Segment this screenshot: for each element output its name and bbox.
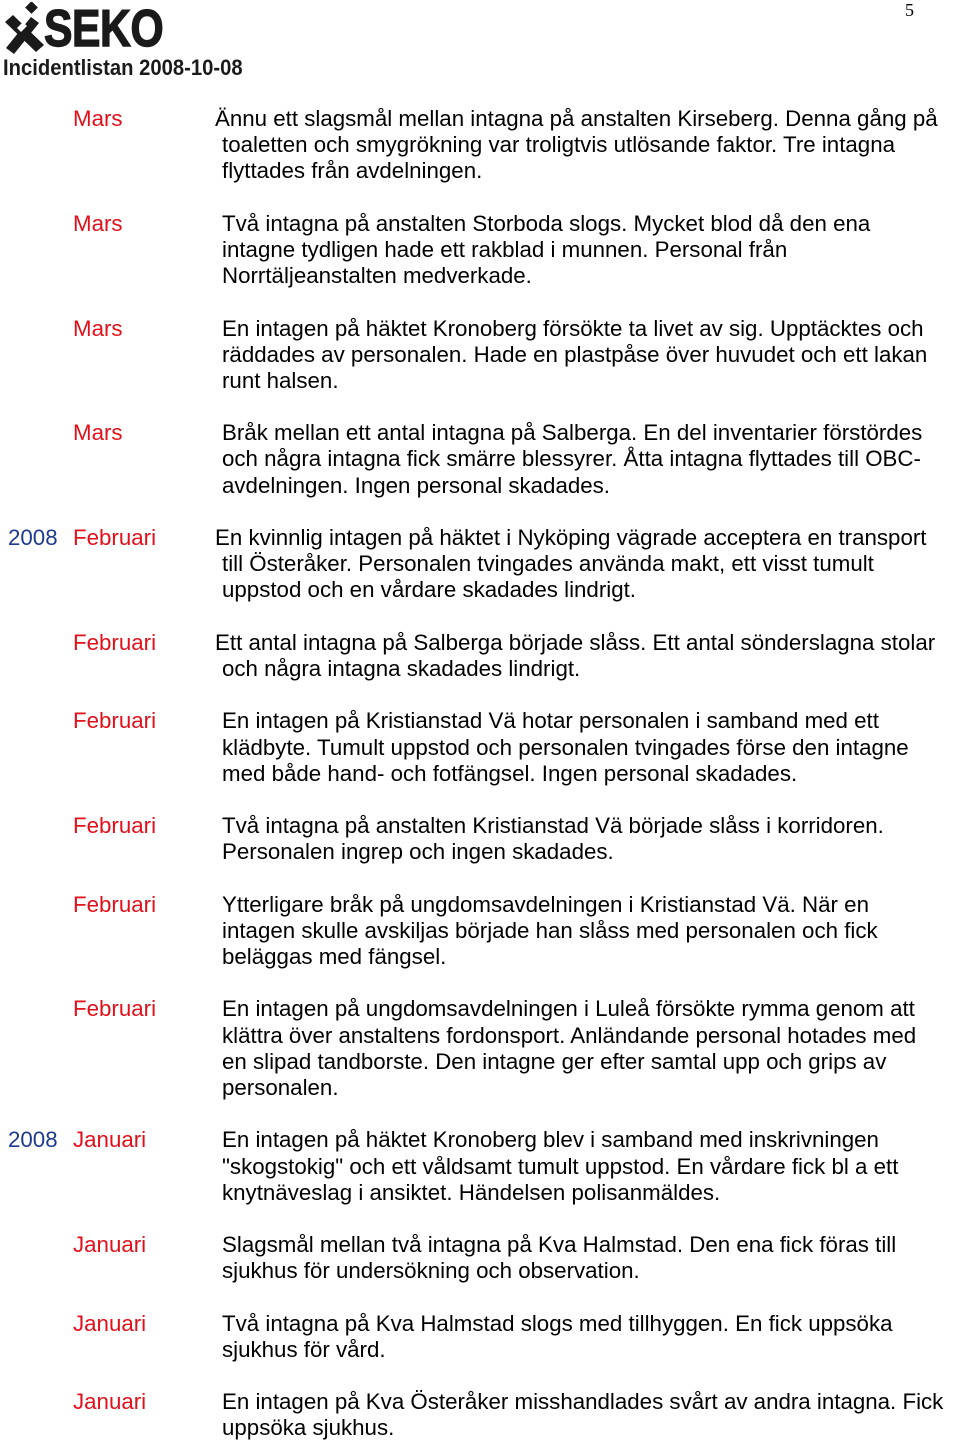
description-line: uppsöka sjukhus. (222, 1415, 395, 1441)
entry-description (222, 813, 958, 865)
entry-description (222, 420, 958, 499)
incident-entry (0, 316, 960, 395)
entry-month: Mars (73, 210, 123, 236)
entry-month: Januari (73, 1310, 147, 1336)
incident-entry (0, 813, 960, 865)
entry-description (222, 1232, 958, 1284)
list-title: Incidentlistan 2008-10-08 (3, 55, 243, 80)
incident-list (0, 106, 960, 1442)
entry-description (222, 1389, 958, 1441)
incident-entry (0, 1127, 960, 1206)
description-line: sjukhus för vård. (222, 1336, 386, 1362)
entry-month: Februari (73, 629, 157, 655)
entry-month: Februari (73, 525, 157, 550)
description-line: klädbyte. Tumult uppstod och personalen tvingades förse den intagne (222, 734, 909, 760)
entry-month: Mars (73, 315, 123, 341)
entry-month: Februari (73, 996, 157, 1022)
description-line: En intagen på ungdomsavdelningen i Luleå försökte rymma genom att (222, 996, 915, 1022)
entry-description (222, 1127, 958, 1206)
entry-month: Januari (73, 1232, 147, 1258)
description-line: intagne tydligen hade ett rakblad i munnen. Personal från (222, 236, 788, 262)
incident-entry (0, 996, 960, 1101)
entry-description (222, 708, 958, 787)
entry-month: Mars (73, 106, 123, 131)
entry-month: Mars (73, 420, 123, 446)
description-line: med både hand- och fotfängsel. Ingen personal skadades. (222, 760, 798, 786)
incident-entry (0, 708, 960, 787)
description-line: uppstod och en vårdare skadades lindrigt. (222, 577, 636, 603)
description-line: Två intagna på anstalten Storboda slogs. Mycket blod då den ena (222, 210, 871, 236)
description-line: Norrtäljeanstalten medverkade. (222, 263, 532, 289)
incident-entry (0, 1389, 960, 1441)
description-line: En intagen på Kva Österåker misshandlades svårt av andra intagna. Fick (222, 1389, 944, 1415)
description-line: en slipad tandborste. Den intagne ger efter samtal upp och grips av (222, 1048, 887, 1074)
entry-description (222, 892, 958, 971)
entry-month: Januari (73, 1389, 147, 1415)
entry-year: 2008 (8, 525, 58, 550)
entry-description (222, 316, 958, 395)
entry-description (222, 211, 958, 290)
incident-entry (0, 892, 960, 971)
description-line: Ännu ett slagsmål mellan intagna på anstalten Kirseberg. Denna gång på (215, 106, 938, 131)
description-line: och några intagna skadades lindrigt. (222, 655, 581, 681)
description-line: och några intagna fick smärre blessyrer. Åtta intagna flyttades till OBC- (222, 446, 921, 472)
description-line: "skogstokig" och ett våldsamt tumult uppstod. En vårdare fick bl a ett (222, 1153, 899, 1179)
description-line: Två intagna på anstalten Kristianstad Vä började slåss i korridoren. (222, 813, 884, 839)
incident-entry (0, 106, 960, 185)
description-line: intagen skulle avskiljas började han slåss med personalen och fick (222, 917, 878, 943)
entry-month: Februari (73, 891, 157, 917)
description-line: toaletten och smygrökning var troligtvis utlösande faktor. Tre intagna (222, 132, 895, 158)
description-line: klättra över anstaltens fordonsport. Anländande personal hotades med (222, 1022, 917, 1048)
description-line: En intagen på Kristianstad Vä hotar personalen i samband med ett (222, 708, 879, 734)
description-line: knytnäveslag i ansiktet. Händelsen polisanmäldes. (222, 1179, 721, 1205)
description-line: runt halsen. (222, 367, 339, 393)
logo-wordmark: SEKO (44, 0, 164, 58)
entry-description (215, 629, 958, 682)
description-line: personalen. (222, 1074, 339, 1100)
entry-description (215, 525, 958, 604)
incident-entry (0, 1232, 960, 1284)
incident-entry (0, 211, 960, 290)
incident-entry (0, 420, 960, 499)
incident-entry (0, 1311, 960, 1363)
description-line: flyttades från avdelningen. (222, 158, 483, 184)
incident-entry (0, 525, 960, 604)
incident-entry (0, 630, 960, 682)
description-line: beläggas med fängsel. (222, 944, 447, 969)
entry-description (222, 1311, 958, 1363)
description-line: En kvinnlig intagen på häktet i Nyköping vägrade acceptera en transport (215, 525, 927, 550)
description-line: Två intagna på Kva Halmstad slogs med tillhyggen. En fick uppsöka (222, 1310, 893, 1336)
description-line: En intagen på häktet Kronoberg försökte ta livet av sig. Upptäcktes och (222, 315, 924, 341)
description-line: sjukhus för undersökning och observation. (222, 1258, 640, 1284)
description-line: Ytterligare bråk på ungdomsavdelningen i Kristianstad Vä. När en (222, 891, 869, 917)
entry-month: Februari (73, 813, 157, 839)
seko-figure-icon (3, 2, 47, 56)
description-line: avdelningen. Ingen personal skadades. (222, 472, 611, 498)
description-line: Bråk mellan ett antal intagna på Salberga. En del inventarier förstördes (222, 420, 923, 446)
page-number: 5 (905, 0, 914, 20)
description-line: räddades av personalen. Hade en plastpåse över huvudet och ett lakan (222, 341, 928, 367)
description-line: Ett antal intagna på Salberga började slåss. Ett antal sönderslagna stolar (215, 629, 936, 655)
description-line: Personalen ingrep och ingen skadades. (222, 839, 614, 865)
description-line: till Österåker. Personalen tvingades använda makt, ett visst tumult (222, 551, 874, 577)
description-line: En intagen på häktet Kronoberg blev i samband med inskrivningen (222, 1127, 879, 1153)
entry-month: Januari (73, 1127, 147, 1153)
entry-month: Februari (73, 708, 157, 734)
description-line: Slagsmål mellan två intagna på Kva Halmstad. Den ena fick föras till (222, 1232, 897, 1258)
entry-year: 2008 (8, 1127, 58, 1153)
entry-description (222, 996, 958, 1101)
entry-description (215, 106, 958, 185)
